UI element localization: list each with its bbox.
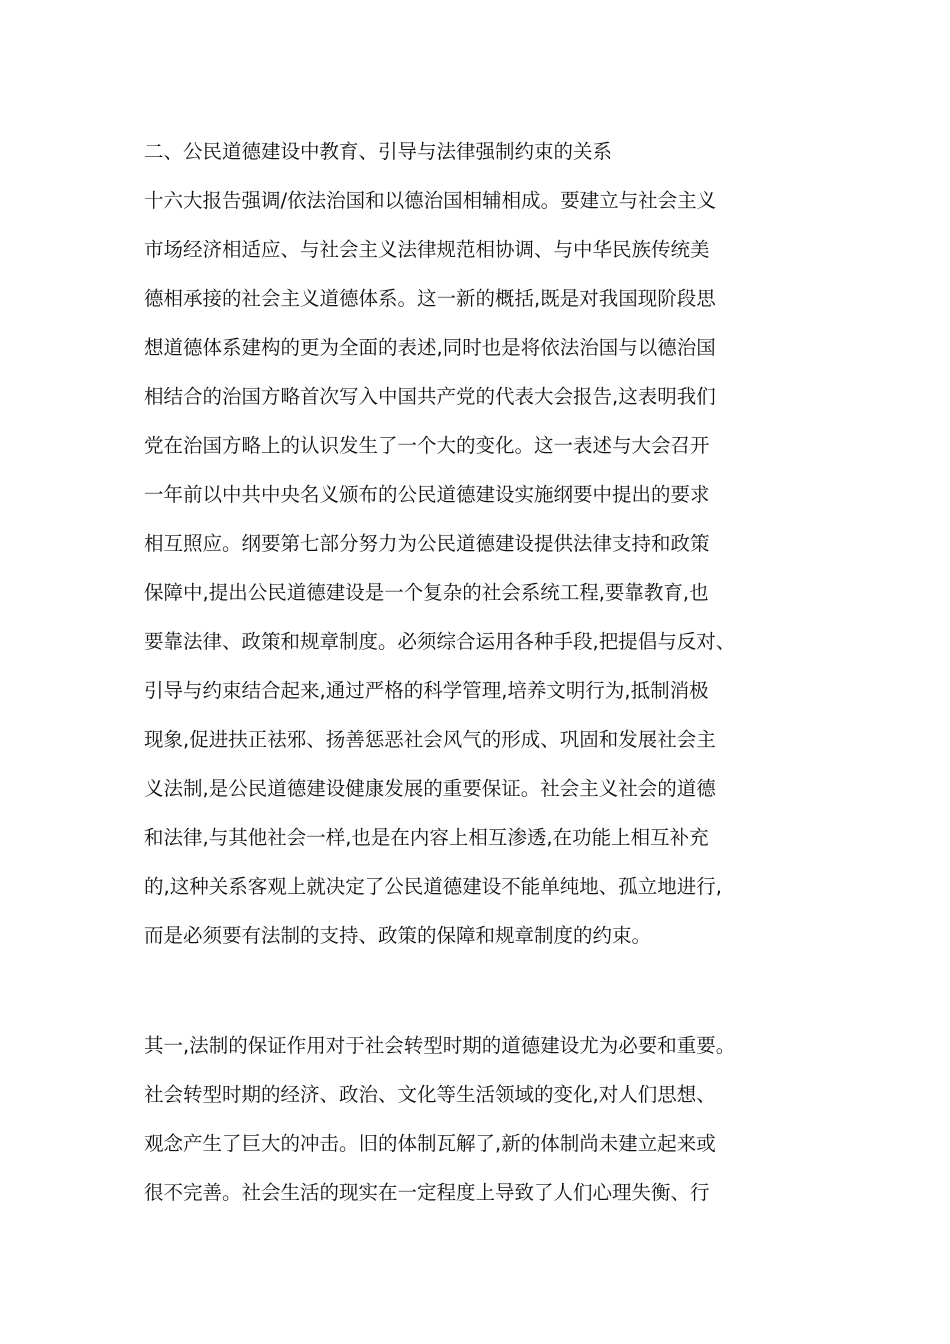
- paragraph-line: 现象,促进扶正祛邪、扬善惩恶社会风气的形成、巩固和发展社会主: [144, 728, 716, 751]
- paragraph-line: 引导与约束结合起来,通过严格的科学管理,培养文明行为,抵制消极: [144, 679, 709, 702]
- paragraph-line: 想道德体系建构的更为全面的表述,同时也是将依法治国与以德治国: [144, 336, 716, 359]
- paragraph-line: 观念产生了巨大的冲击。旧的体制瓦解了,新的体制尚未建立起来或: [144, 1132, 716, 1155]
- paragraph-line: 相互照应。纲要第七部分努力为公民道德建设提供法律支持和政策: [144, 532, 710, 555]
- paragraph-line: 其一,法制的保证作用对于社会转型时期的道德建设尤为必要和重要。: [144, 1034, 736, 1057]
- paragraph-line: 党在治国方略上的认识发生了一个大的变化。这一表述与大会召开: [144, 434, 710, 457]
- section-heading: 二、公民道德建设中教育、引导与法律强制约束的关系: [144, 140, 613, 163]
- paragraph-line: 市场经济相适应、与社会主义法律规范相协调、与中华民族传统美: [144, 238, 710, 261]
- paragraph-line: 的,这种关系客观上就决定了公民道德建设不能单纯地、孤立地进行,: [144, 875, 722, 898]
- paragraph-line: 而是必须要有法制的支持、政策的保障和规章制度的约束。: [144, 924, 652, 947]
- paragraph-line: 要靠法律、政策和规章制度。必须综合运用各种手段,把提倡与反对、: [144, 630, 736, 653]
- paragraph-line: 社会转型时期的经济、政治、文化等生活领域的变化,对人们思想、: [144, 1083, 716, 1106]
- paragraph-line: 十六大报告强调/依法治国和以德治国相辅相成。要建立与社会主义: [144, 189, 717, 212]
- paragraph-line: 一年前以中共中央名义颁布的公民道德建设实施纲要中提出的要求: [144, 483, 710, 506]
- paragraph-line: 义法制,是公民道德建设健康发展的重要保证。社会主义社会的道德: [144, 777, 716, 800]
- paragraph-line: 很不完善。社会生活的现实在一定程度上导致了人们心理失衡、行: [144, 1181, 710, 1204]
- paragraph-line: 和法律,与其他社会一样,也是在内容上相互渗透,在功能上相互补充: [144, 826, 709, 849]
- paragraph-line: 德相承接的社会主义道德体系。这一新的概括,既是对我国现阶段思: [144, 287, 716, 310]
- paragraph-line: 保障中,提出公民道德建设是一个复杂的社会系统工程,要靠教育,也: [144, 581, 709, 604]
- paragraph-line: 相结合的治国方略首次写入中国共产党的代表大会报告,这表明我们: [144, 385, 716, 408]
